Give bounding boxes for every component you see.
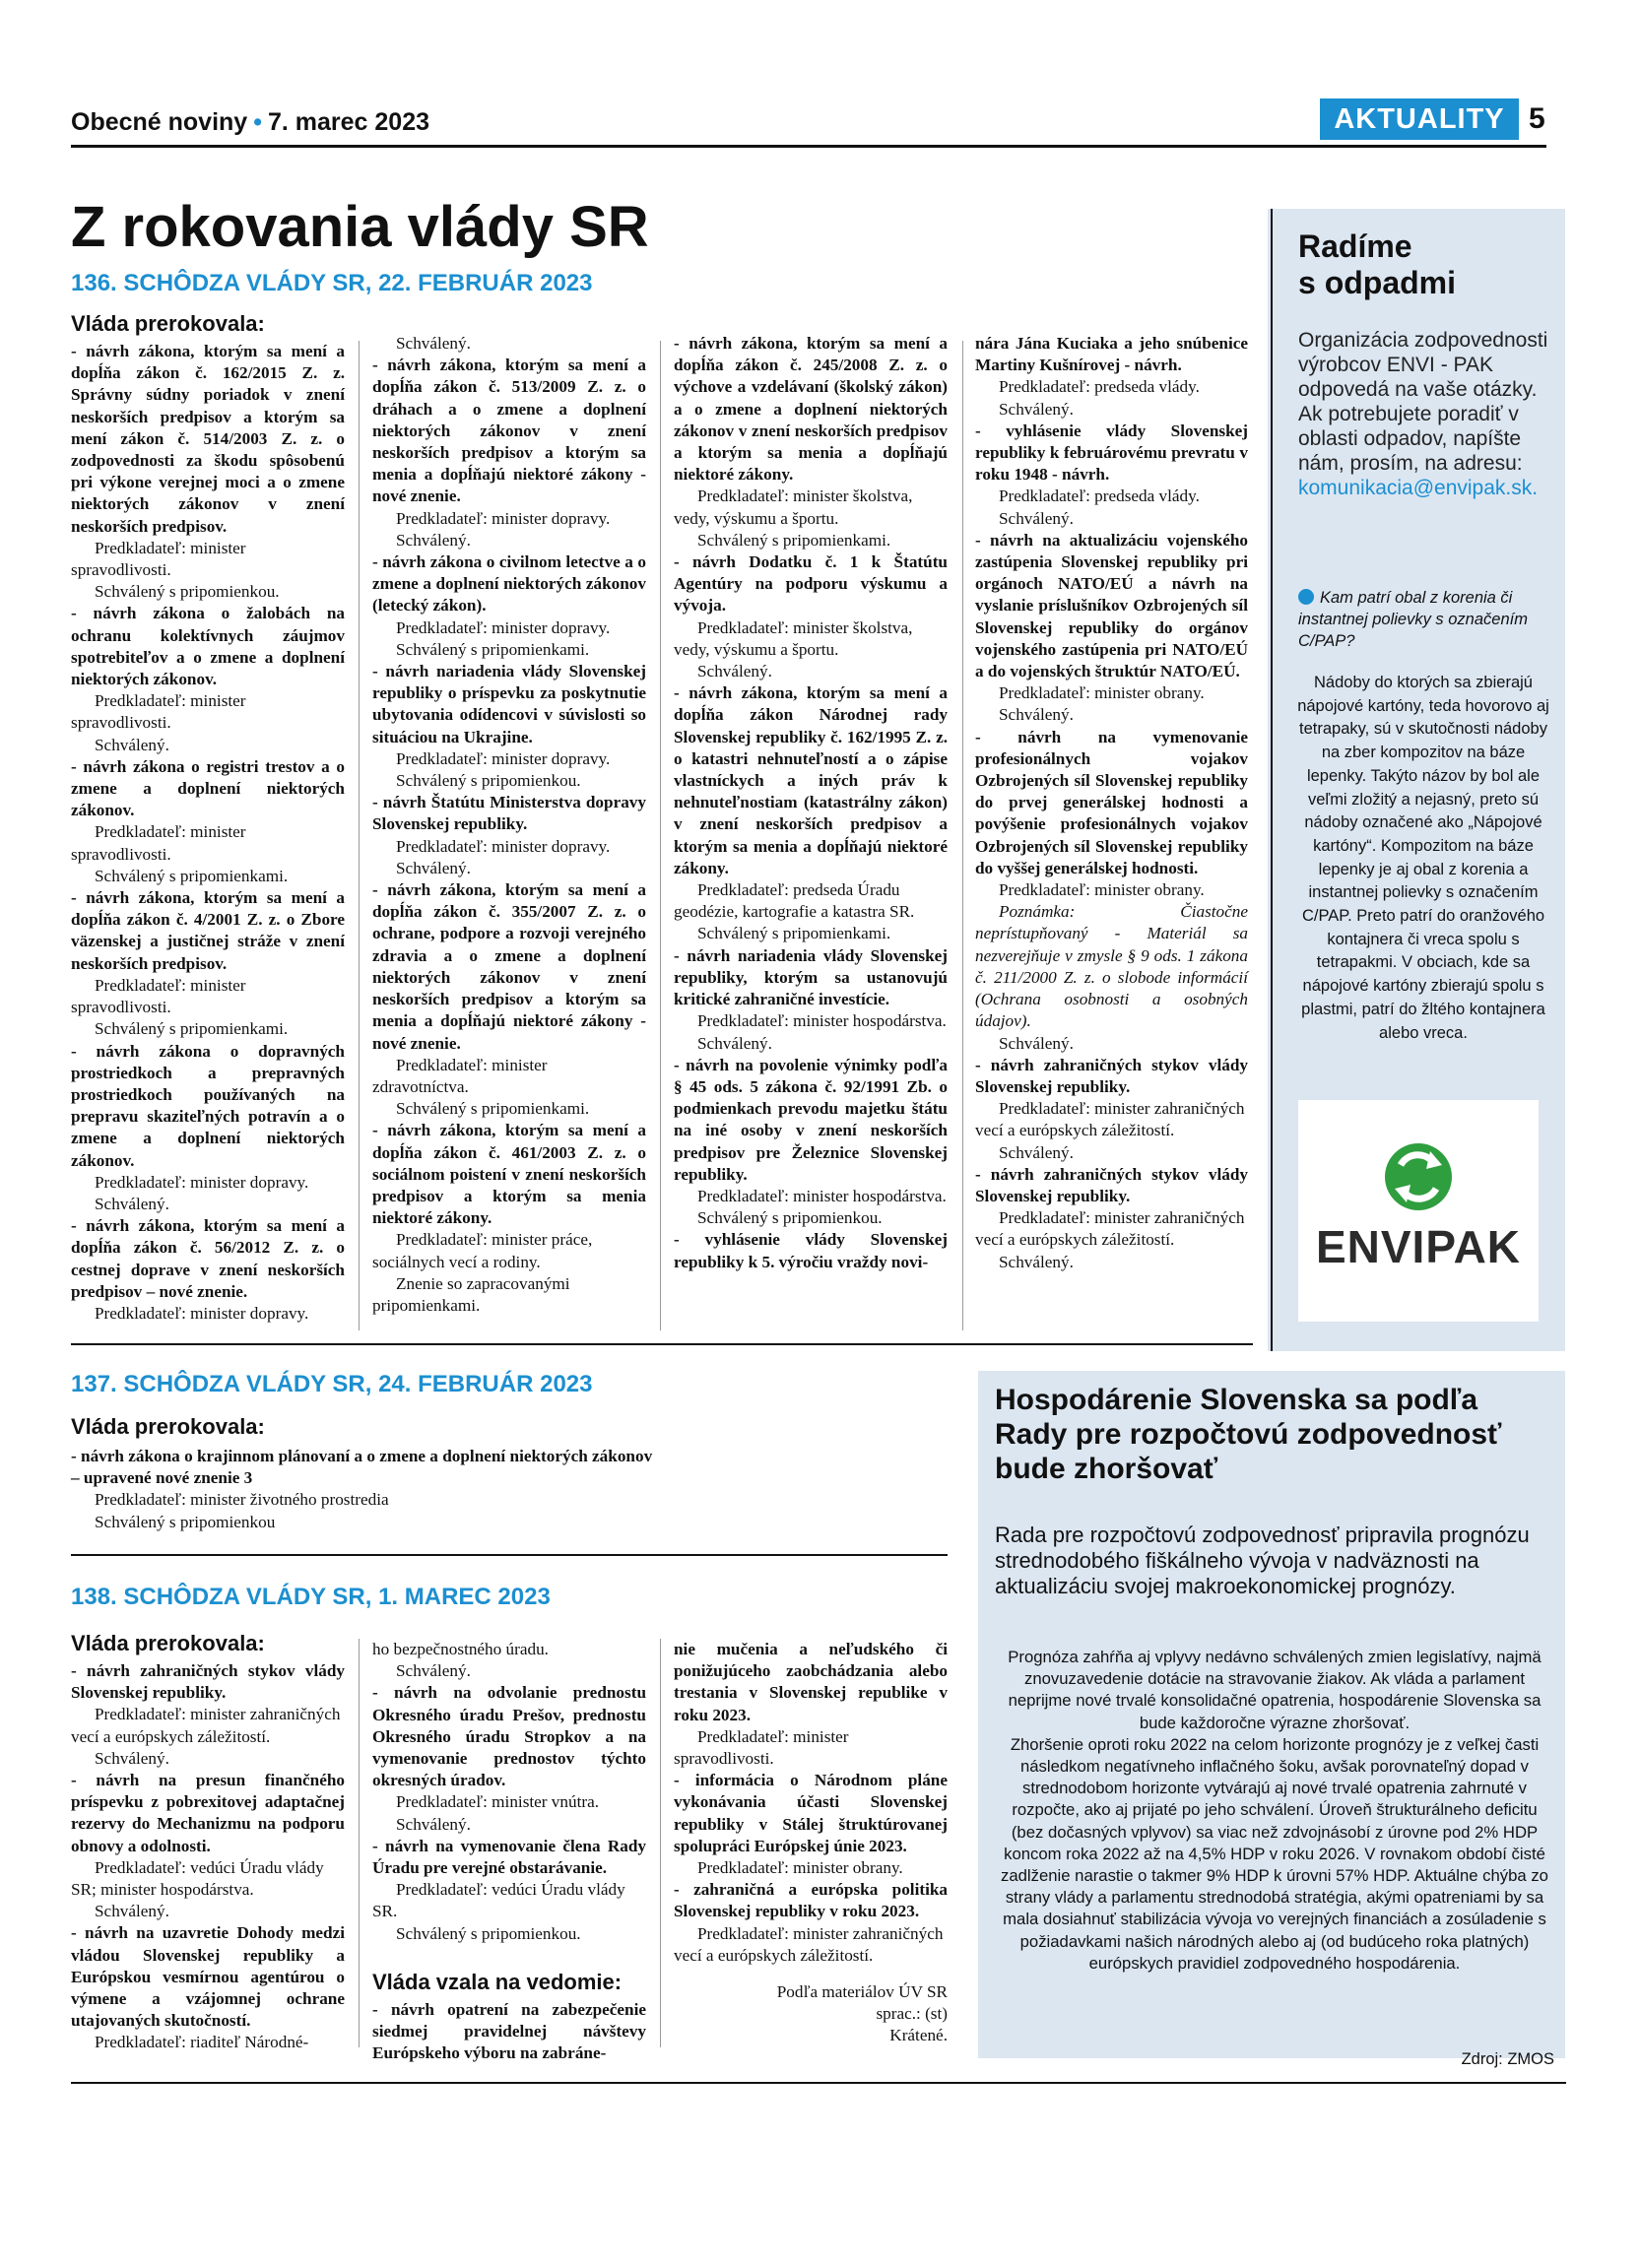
agenda-detail: Predkladateľ: minister obrany. (697, 1858, 903, 1878)
credit-editor: sprac.: (st) (876, 2004, 948, 2024)
agenda-item: - návrh na odvolanie prednostu Okresného úradu Prešov, prednostu Okresného úradu Stropkov a na vymenovanie prednostov týchto okresných úradov. (372, 1683, 646, 1790)
agenda-item: - návrh zákona o civilnom letectve a o zmene a doplnení niektorých zákonov (letecký zákon). (372, 552, 646, 616)
header-masthead (71, 108, 429, 137)
agenda-item: - návrh zákona, ktorým sa mení a dopĺňa zákon č. 245/2008 Z. z. o výchove a vzdelávaní (školský zákon) a o zmene a doplnení niektorých zákonov v znení neskorších predpisov a ktorým sa menia a dopĺňajú niektoré zákony. (674, 334, 948, 485)
agenda-item: nára Jána Kuciaka a jeho snúbenice Martiny Kušnírovej - návrh. (975, 334, 1248, 375)
agenda-item: - návrh opatrení na zabezpečenie siedmej pravidelnej návštevy Európskeho výboru na zabráne- (372, 2000, 646, 2063)
recycle-icon (1298, 1100, 1539, 1322)
agenda-note: Poznámka: Čiastočne neprístupňovaný - Materiál sa nezverejňuje v zmysle § 9 ods. 1 zákona č. 211/2000 Z. z. o slobode informácií (Ochrana osobnosti a osobných údajov). (975, 902, 1248, 1031)
article-title: Z rokovania vlády SR (71, 195, 649, 259)
agenda-detail: Schválený. (999, 1252, 1074, 1271)
agenda-item: - návrh zákona, ktorým sa mení a dopĺňa zákon č. 162/2015 Z. z. Správny súdny poriadok v znení neskorších predpisov a ktorým sa mení zákon č. 514/2003 Z. z. o zodpovednosti za škodu spôsobenú pri výkone verejnej moci a o zmene niektorých zákonov v znení neskorších predpisov. (71, 342, 345, 536)
agenda-detail: Predkladateľ: riaditeľ Národné- (95, 2033, 309, 2052)
agenda-detail: Schválený s pripomienkou. (697, 1208, 883, 1228)
agenda-detail: Schválený. (396, 1661, 471, 1681)
agenda-item: - návrh zákona o žalobách na ochranu kolektívnych záujmov spotrebiteľov a o zmene a doplnení niektorých zákonov. (71, 604, 345, 689)
agenda-detail: Predkladateľ: minister zahraničných vecí a európskych záležitostí. (674, 1923, 944, 1965)
agenda-detail: Predkladateľ: minister hospodárstva. (697, 1186, 947, 1205)
agenda-detail: Predkladateľ: vedúci Úradu vlády SR; minister hospodárstva. (71, 1857, 324, 1900)
agenda-detail: Schválený. (95, 1748, 169, 1768)
agenda-detail: Predkladateľ: minister školstva, vedy, výskumu a športu. (674, 617, 913, 659)
agenda-detail: Predkladateľ: minister spravodlivosti. (674, 1726, 849, 1769)
agenda-detail: Predkladateľ: minister zahraničných vecí a európskych záležitostí. (975, 1099, 1245, 1140)
session-138-column-2 (372, 1639, 646, 1945)
agenda-detail: Schválený s pripomienkami. (95, 1019, 289, 1039)
session-137-list (71, 1446, 948, 1533)
credit-source: Podľa materiálov ÚV SR (776, 1982, 948, 2001)
session-136-column-2 (372, 333, 646, 1317)
envipak-logo (1298, 1100, 1539, 1322)
session-136-title: 136. SCHÔDZA VLÁDY SR, 22. FEBRUÁR 2023 (71, 270, 593, 296)
column-divider (359, 1639, 360, 2047)
agenda-detail: Schválený s pripomienkami. (697, 924, 891, 943)
agenda-item: - návrh zákona o krajinnom plánovaní a o zmene a doplnení niektorých zákonov (71, 1447, 653, 1465)
box-body (995, 1647, 1554, 1975)
session-136-heading: Vláda prerokovala: (71, 311, 265, 336)
agenda-detail: Schválený s pripomienkami. (396, 1099, 590, 1119)
agenda-detail: Schválený. (396, 530, 471, 550)
agenda-detail: Predkladateľ: minister obrany. (999, 880, 1205, 900)
credit-note: Krátené. (889, 2026, 948, 2045)
agenda-item: - vyhlásenie vlády Slovenskej republiky k februárovému prevratu v roku 1948 - návrh. (975, 421, 1248, 485)
agenda-detail: Schválený. (999, 399, 1074, 419)
header-rule (71, 145, 1546, 148)
sidebar-title: Radíme s odpadmi (1298, 228, 1457, 300)
agenda-item: nie mučenia a neľudského či ponižujúceho zaobchádzania alebo trestania v Slovenskej republike v roku 2023. (674, 1640, 948, 1724)
newspaper-name: Obecné noviny (71, 108, 248, 136)
agenda-detail: Predkladateľ: minister spravodlivosti. (71, 975, 246, 1017)
agenda-detail: Schválený s pripomienkami. (396, 639, 590, 659)
session-138-column-2b (372, 1999, 646, 2065)
agenda-item: - návrh zákona, ktorým sa mení a dopĺňa zákon Národnej rady Slovenskej republiky č. 162/1995 Z. z. o katastri nehnuteľností a o zápise vlastníckych a iných práv k nehnuteľnostiam (katastrálny zákon) v znení neskorších predpisov a ktorým sa menia a dopĺňajú niektoré zákony. (674, 683, 948, 877)
agenda-item: - návrh zákona, ktorým sa mení a dopĺňa zákon č. 513/2009 Z. z. o dráhach a o zmene a doplnení niektorých zákonov v znení neskorších predpisov a ktorým sa menia a dopĺňajú niektoré zákony - nové znenie. (372, 356, 646, 506)
agenda-item: - zahraničná a európska politika Slovenskej republiky v roku 2023. (674, 1880, 948, 1921)
agenda-item: - návrh zákona, ktorým sa mení a dopĺňa zákon č. 4/2001 Z. z. o Zbore väzenskej a justičnej stráže v znení neskorších predpisov. (71, 888, 345, 973)
agenda-detail: Schválený. (396, 334, 471, 353)
session-138-title: 138. SCHÔDZA VLÁDY SR, 1. MAREC 2023 (71, 1584, 551, 1610)
box-paragraph: Prognóza zahŕňa aj vplyvy nedávno schválených zmien legislatívy, najmä znovuzavedenie dotácie na stravovanie žiakov. Ak vláda a parlament neprijme nové trvalé konsolidačné opatrenia, hospodárenie Slovenska sa bude každoročne výrazne zhoršovať. (1008, 1648, 1542, 1732)
agenda-detail: Predkladateľ: minister dopravy. (396, 508, 611, 528)
agenda-item: - návrh nariadenia vlády Slovenskej republiky, ktorým sa ustanovujú kritické zahraničné investície. (674, 945, 948, 1009)
box-paragraph: Zhoršenie oproti roku 2022 na celom horizonte prognózy je z veľkej časti následkom negatívneho inflačného šoku, avšak porovnateľný dopad v strednodobom horizonte vytvárajú aj nové trvalé opatrenia zahrnuté v rozpočte, ako aj prijaté po jeho schválení. Úroveň štrukturálneho deficitu (bez dočasných vplyvov) sa viac než zdvojnásobí z úrovne pod 2% HDP koncom roka 2022 až na 4,5% HDP v roku 2026. V rovnakom období čisté zadlženie narastie o takmer 9% HDP k úrovni 57% HDP. Aktuálne chýba zo strany vlády a parlamentu strednodobá stratégia, akými opatreniami by sa mala dosiahnuť stabilizácia vývoja vo verejných financiách a zosúladenie s požiadavkami našich národných alebo aj (od budúceho roka platných) európskych pravidiel zodpovedného hospodárenia. (1001, 1734, 1548, 1973)
agenda-detail: Schválený. (999, 1142, 1074, 1162)
agenda-detail: Predkladateľ: minister dopravy. (95, 1172, 309, 1192)
agenda-item: - návrh na vymenovanie člena Rady Úradu pre verejné obstarávanie. (372, 1836, 646, 1878)
agenda-item: – upravené nové znenie 3 (71, 1468, 253, 1488)
column-divider (660, 1639, 661, 2047)
agenda-item: - návrh na aktualizáciu vojenského zastúpenia Slovenskej republiky pri orgánoch NATO/EÚ a návrh na vyslanie príslušníkov Ozbrojených síl Slovenskej republiky do orgánov vojenského zastúpenia pri NATO/EÚ a do vojenských štruktúr NATO/EÚ. (975, 530, 1248, 681)
agenda-detail: Schválený. (999, 508, 1074, 528)
agenda-detail: Schválený s pripomienkou. (396, 771, 581, 791)
session-137-heading: Vláda prerokovala: (71, 1414, 265, 1439)
agenda-item: - vyhlásenie vlády Slovenskej republiky k 5. výročiu vraždy novi- (674, 1230, 948, 1271)
agenda-detail: Schválený. (396, 858, 471, 877)
agenda-detail: Predkladateľ: minister školstva, vedy, výskumu a športu. (674, 486, 913, 528)
agenda-item: - návrh zákona o registri trestov a o zmene a doplnení niektorých zákonov. (71, 756, 345, 820)
agenda-detail: Predkladateľ: minister hospodárstva. (697, 1011, 947, 1031)
page-number: 5 (1529, 102, 1545, 135)
agenda-detail: Predkladateľ: predseda vlády. (999, 377, 1200, 397)
agenda-item: - návrh na vymenovanie profesionálnych vojakov Ozbrojených síl Slovenskej republiky do prvej generálskej hodnosti a povýšenie profesionálnych vojakov Ozbrojených síl Slovenskej republiky do vyššej generálskej hodnosti. (975, 727, 1248, 877)
agenda-detail: Predkladateľ: minister spravodlivosti. (71, 538, 246, 580)
footer-rule (71, 2082, 1566, 2084)
session-136-column-1 (71, 341, 345, 1325)
agenda-detail: Predkladateľ: minister zahraničných vecí a európskych záležitostí. (975, 1208, 1245, 1250)
sidebar-intro: Organizácia zodpovednosti výrobcov ENVI - PAK odpovedá na vaše otázky. Ak potrebujete poradiť v oblasti odpadov, napíšte nám, prosím, na adresu: komunikacia@envipak.sk. (1298, 329, 1548, 499)
agenda-detail: Schválený. (396, 1814, 471, 1834)
agenda-detail: Predkladateľ: minister životného prostredia (95, 1490, 389, 1510)
credit (674, 1981, 948, 2047)
session-138-heading-2: Vláda vzala na vedomie: (372, 1970, 623, 1994)
agenda-detail: Predkladateľ: minister dopravy. (396, 748, 611, 768)
agenda-detail: Schválený. (697, 662, 772, 681)
agenda-item: - návrh na presun finančného príspevku z pobrexitovej adaptačnej rezervy do Mechanizmu na podporu obnovy a odolnosti. (71, 1771, 345, 1855)
section-label: AKTUALITY (1320, 98, 1519, 140)
agenda-detail: Schválený. (95, 735, 169, 754)
agenda-detail: Predkladateľ: minister dopravy. (396, 836, 611, 856)
agenda-item: - návrh zahraničných stykov vlády Slovenskej republiky. (975, 1164, 1248, 1205)
svg-text:ENVIPAK: ENVIPAK (1315, 1221, 1522, 1272)
agenda-detail: Predkladateľ: minister spravodlivosti. (71, 822, 246, 864)
agenda-detail: Schválený s pripomienkami. (95, 866, 289, 885)
box-lead: Rada pre rozpočtovú zodpovednosť pripravila prognózu strednodobého fiškálneho vývoja v nadväznosti na aktualizáciu svojej makroekonomickej prognózy. (995, 1523, 1530, 1598)
agenda-detail: Predkladateľ: minister spravodlivosti. (71, 691, 246, 733)
agenda-detail: ho bezpečnostného úradu. (372, 1640, 549, 1658)
bullet-icon (1298, 589, 1314, 605)
agenda-detail: Predkladateľ: minister zdravotníctva. (372, 1055, 548, 1096)
agenda-detail: Schválený. (697, 1033, 772, 1053)
agenda-detail: Schválený. (95, 1194, 169, 1213)
agenda-item: - návrh na povolenie výnimky podľa § 45 ods. 5 zákona č. 92/1991 Zb. o podmienkach prevodu majetku štátu na iné osoby v znení neskorších predpisov pre Železnice Slovenskej republiky. (674, 1055, 948, 1184)
agenda-detail: Predkladateľ: minister zahraničných vecí a európskych záležitostí. (71, 1705, 341, 1746)
agenda-item: - návrh zákona, ktorým sa mení a dopĺňa zákon č. 355/2007 Z. z. o ochrane, podpore a rozvoji verejného zdravia a o zmene a doplnení niektorých zákonov v znení neskorších predpisov a ktorým sa menia a dopĺňajú niektoré zákony - nové znenie. (372, 880, 646, 1053)
agenda-detail: Schválený s pripomienkou. (95, 582, 280, 602)
agenda-item: - návrh zahraničných stykov vlády Slovenskej republiky. (71, 1661, 345, 1703)
sidebar-answer: Nádoby do ktorých sa zbierajú nápojové kartóny, teda hovorovo aj tetrapaky, sú v skutočnosti nádoby na zber kompozitov na báze lepenky. Takýto názov by bol ale veľmi zložitý a nejasný, preto sú nádoby označené ako „Nápojové kartóny“. Kompozitom na báze lepenky je aj obal z korenia a instantnej polievky s označením C/PAP. Preto patrí do oranžového kontajnera či vreca spolu s tetrapakmi. V obciach, kde sa nápojové kartóny zbierajú spolu s plastmi, patrí do žltého kontajnera alebo vreca. (1297, 674, 1549, 1042)
agenda-item: - informácia o Národnom pláne vykonávania účasti Slovenskej republiky v Stálej štruktúrovanej spolupráci Európskej únie 2023. (674, 1771, 948, 1855)
section-rule (71, 1554, 948, 1556)
email-link[interactable]: komunikacia@envipak.sk. (1298, 477, 1539, 499)
session-136-column-3 (674, 333, 948, 1273)
agenda-detail: Schválený. (999, 1033, 1074, 1053)
agenda-detail: Schválený. (95, 1902, 169, 1921)
session-136-column-4 (975, 333, 1248, 1273)
agenda-detail: Schválený s pripomienkou (95, 1512, 276, 1531)
box-source: Zdroj: ZMOS (1461, 2050, 1554, 2068)
session-138-column-1 (71, 1660, 345, 2054)
agenda-detail: Schválený s pripomienkou. (396, 1923, 581, 1943)
sidebar-question: Kam patrí obal z korenia či instantnej polievky s označením C/PAP? (1298, 589, 1528, 650)
session-137-title: 137. SCHÔDZA VLÁDY SR, 24. FEBRUÁR 2023 (71, 1371, 593, 1397)
agenda-item: - návrh zahraničných stykov vlády Slovenskej republiky. (975, 1055, 1248, 1096)
separator-dot: • (253, 108, 262, 136)
session-138-heading: Vláda prerokovala: (71, 1631, 265, 1655)
agenda-item: - návrh zákona o dopravných prostriedkoch a prepravných prostriedkoch používaných na prepravu skaziteľných potravín a o zmene a doplnení niektorých zákonov. (71, 1041, 345, 1170)
agenda-detail: Predkladateľ: predseda Úradu geodézie, kartografie a katastra SR. (674, 880, 915, 922)
column-divider (962, 341, 963, 1330)
session-138-column-3 (674, 1639, 948, 1967)
agenda-item: - návrh Dodatku č. 1 k Štatútu Agentúry na podporu výskumu a vývoja. (674, 552, 948, 616)
agenda-detail: Znenie so zapracovanými pripomienkami. (372, 1273, 570, 1315)
box-title: Hospodárenie Slovenska sa podľa Rady pre rozpočtovú zodpovednosť bude zhoršovať (995, 1384, 1502, 1485)
agenda-item: - návrh zákona, ktorým sa mení a dopĺňa zákon č. 461/2003 Z. z. o sociálnom poistení v znení neskorších predpisov a ktorým sa menia niektoré zákony. (372, 1121, 646, 1228)
agenda-item: - návrh na uzavretie Dohody medzi vládou Slovenskej republiky a Európskou vesmírnou agentúrou o výmene a vzájomnej ochrane utajovaných skutočností. (71, 1923, 345, 2031)
column-divider (359, 341, 360, 1330)
agenda-detail: Predkladateľ: vedúci Úradu vlády SR. (372, 1880, 625, 1921)
issue-date: 7. marec 2023 (267, 108, 430, 136)
agenda-item: - návrh zákona, ktorým sa mení a dopĺňa zákon č. 56/2012 Z. z. o cestnej doprave v znení neskorších predpisov – nové znenie. (71, 1216, 345, 1301)
agenda-detail: Predkladateľ: minister vnútra. (396, 1792, 600, 1812)
agenda-item: - návrh Štatútu Ministerstva dopravy Slovenskej republiky. (372, 793, 646, 834)
agenda-detail: Predkladateľ: minister obrany. (999, 683, 1205, 703)
agenda-item: - návrh nariadenia vlády Slovenskej republiky o príspevku za poskytnutie ubytovania odídencovi v súvislosti so situáciou na Ukrajine. (372, 662, 646, 746)
agenda-detail: Predkladateľ: minister dopravy. (95, 1303, 309, 1323)
agenda-detail: Predkladateľ: predseda vlády. (999, 486, 1200, 506)
agenda-detail: Predkladateľ: minister dopravy. (396, 617, 611, 637)
section-rule (71, 1343, 1253, 1345)
column-divider (660, 341, 661, 1330)
agenda-detail: Schválený. (999, 705, 1074, 725)
agenda-detail: Predkladateľ: minister práce, sociálnych vecí a rodiny. (372, 1230, 593, 1271)
agenda-detail: Schválený s pripomienkami. (697, 530, 891, 550)
sidebar-edge (1271, 209, 1273, 1351)
